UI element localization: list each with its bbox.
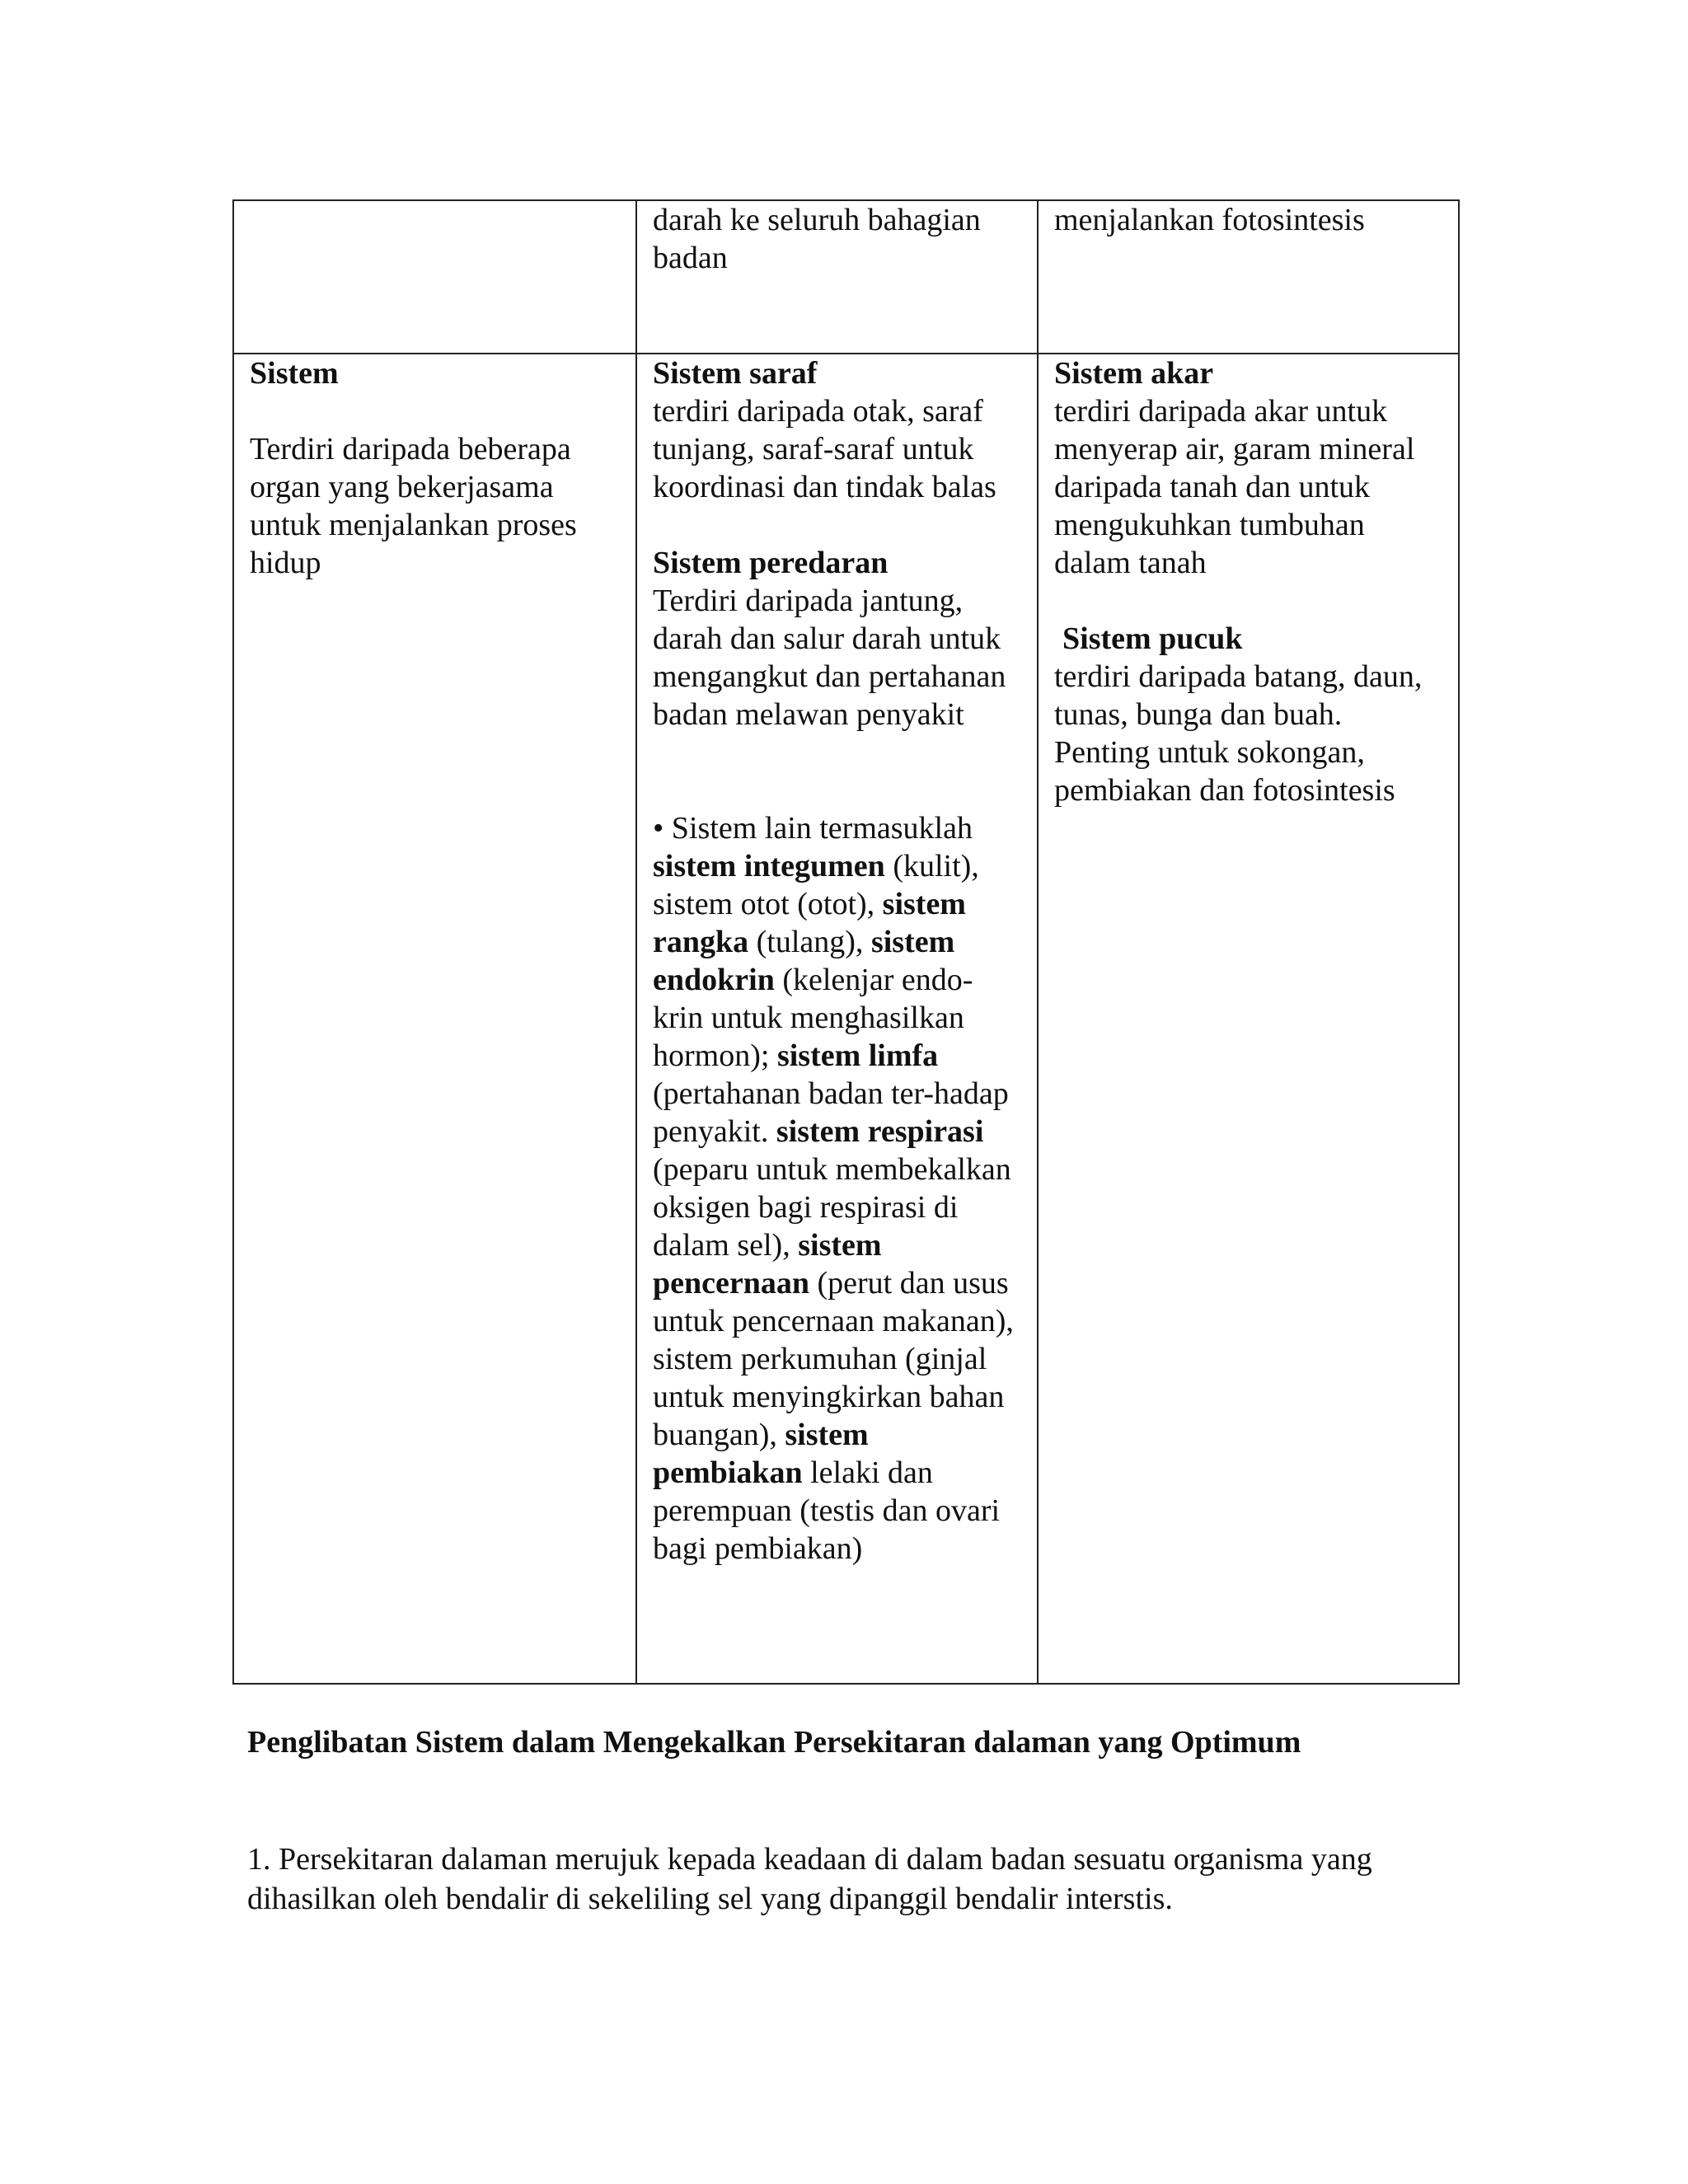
text-run: (kelenjar endo-krin untuk menghasilkan hormon); (653, 963, 973, 1073)
text-run: (tulang), (748, 925, 871, 959)
table-row (233, 354, 1459, 1684)
peredaran-text: Terdiri daripada jantung, darah dan salur darah untuk mengangkut dan pertahanan badan melawan penyakit (653, 583, 1006, 732)
table-row (233, 200, 1459, 354)
text-run: • Sistem lain termasuklah (653, 811, 973, 846)
pucuk-text: terdiri daripada batang, daun, tunas, bunga dan buah. Penting untuk sokongan, pembiakan dan fotosintesis (1054, 659, 1423, 808)
table-cell (636, 200, 1038, 354)
bold-term: sistem pencernaan (653, 1228, 882, 1301)
section-heading: Penglibatan Sistem dalam Mengekalkan Persekitaran dalaman yang Optimum (247, 1725, 1301, 1760)
pucuk-heading: Sistem pucuk (1062, 621, 1243, 656)
text-run: (pertahanan badan ter-hadap penyakit. (653, 1076, 1009, 1149)
systems-table (232, 199, 1460, 1685)
table-cell-plant-systems (1038, 354, 1459, 1684)
bold-term: sistem rangka (653, 887, 966, 959)
table-cell-animal-systems (636, 354, 1038, 1684)
level-heading: Sistem (250, 356, 339, 391)
saraf-text: terdiri daripada otak, saraf tunjang, saraf-saraf untuk koordinasi dan tindak balas (653, 394, 996, 504)
bold-term: sistem limfa (776, 1038, 939, 1073)
bold-term: sistem respirasi (776, 1114, 984, 1149)
akar-heading: Sistem akar (1054, 356, 1214, 391)
bold-term: sistem pembiakan (653, 1418, 869, 1490)
text-run: lelaki dan perempuan (testis dan ovari bagi pembiakan) (653, 1455, 1001, 1566)
table-cell-level (233, 354, 636, 1684)
saraf-heading: Sistem saraf (653, 356, 818, 391)
akar-text: terdiri daripada akar untuk menyerap air, garam mineral daripada tanah dan untuk mengukuhkan tumbuhan dalam tanah (1054, 394, 1415, 580)
table-cell-empty (233, 200, 636, 354)
text-run: (perut dan usus untuk pencernaan makanan), sistem perkumuhan (ginjal untuk menyingkirkan bahan buangan), (653, 1266, 1014, 1452)
cell-text: menjalankan fotosintesis (1054, 203, 1365, 237)
table-cell (1038, 200, 1459, 354)
text-run: (peparu untuk membekalkan oksigen bagi respirasi di dalam sel), (653, 1152, 1011, 1263)
bold-term: sistem endokrin (653, 925, 955, 997)
body-paragraph: 1. Persekitaran dalaman merujuk kepada keadaan di dalam badan sesuatu organisma yang dihasilkan oleh bendalir di sekeliling sel yang dipanggil bendalir interstis. (247, 1842, 1372, 1916)
bold-term: sistem integumen (653, 849, 885, 883)
peredaran-heading: Sistem peredaran (653, 546, 889, 580)
text-run: (kulit), sistem otot (otot), (653, 849, 979, 921)
level-description: Terdiri daripada beberapa organ yang bekerjasama untuk menjalankan proses hidup (250, 432, 577, 580)
other-systems-paragraph (653, 809, 1022, 1568)
cell-text: darah ke seluruh bahagian badan (653, 203, 981, 275)
